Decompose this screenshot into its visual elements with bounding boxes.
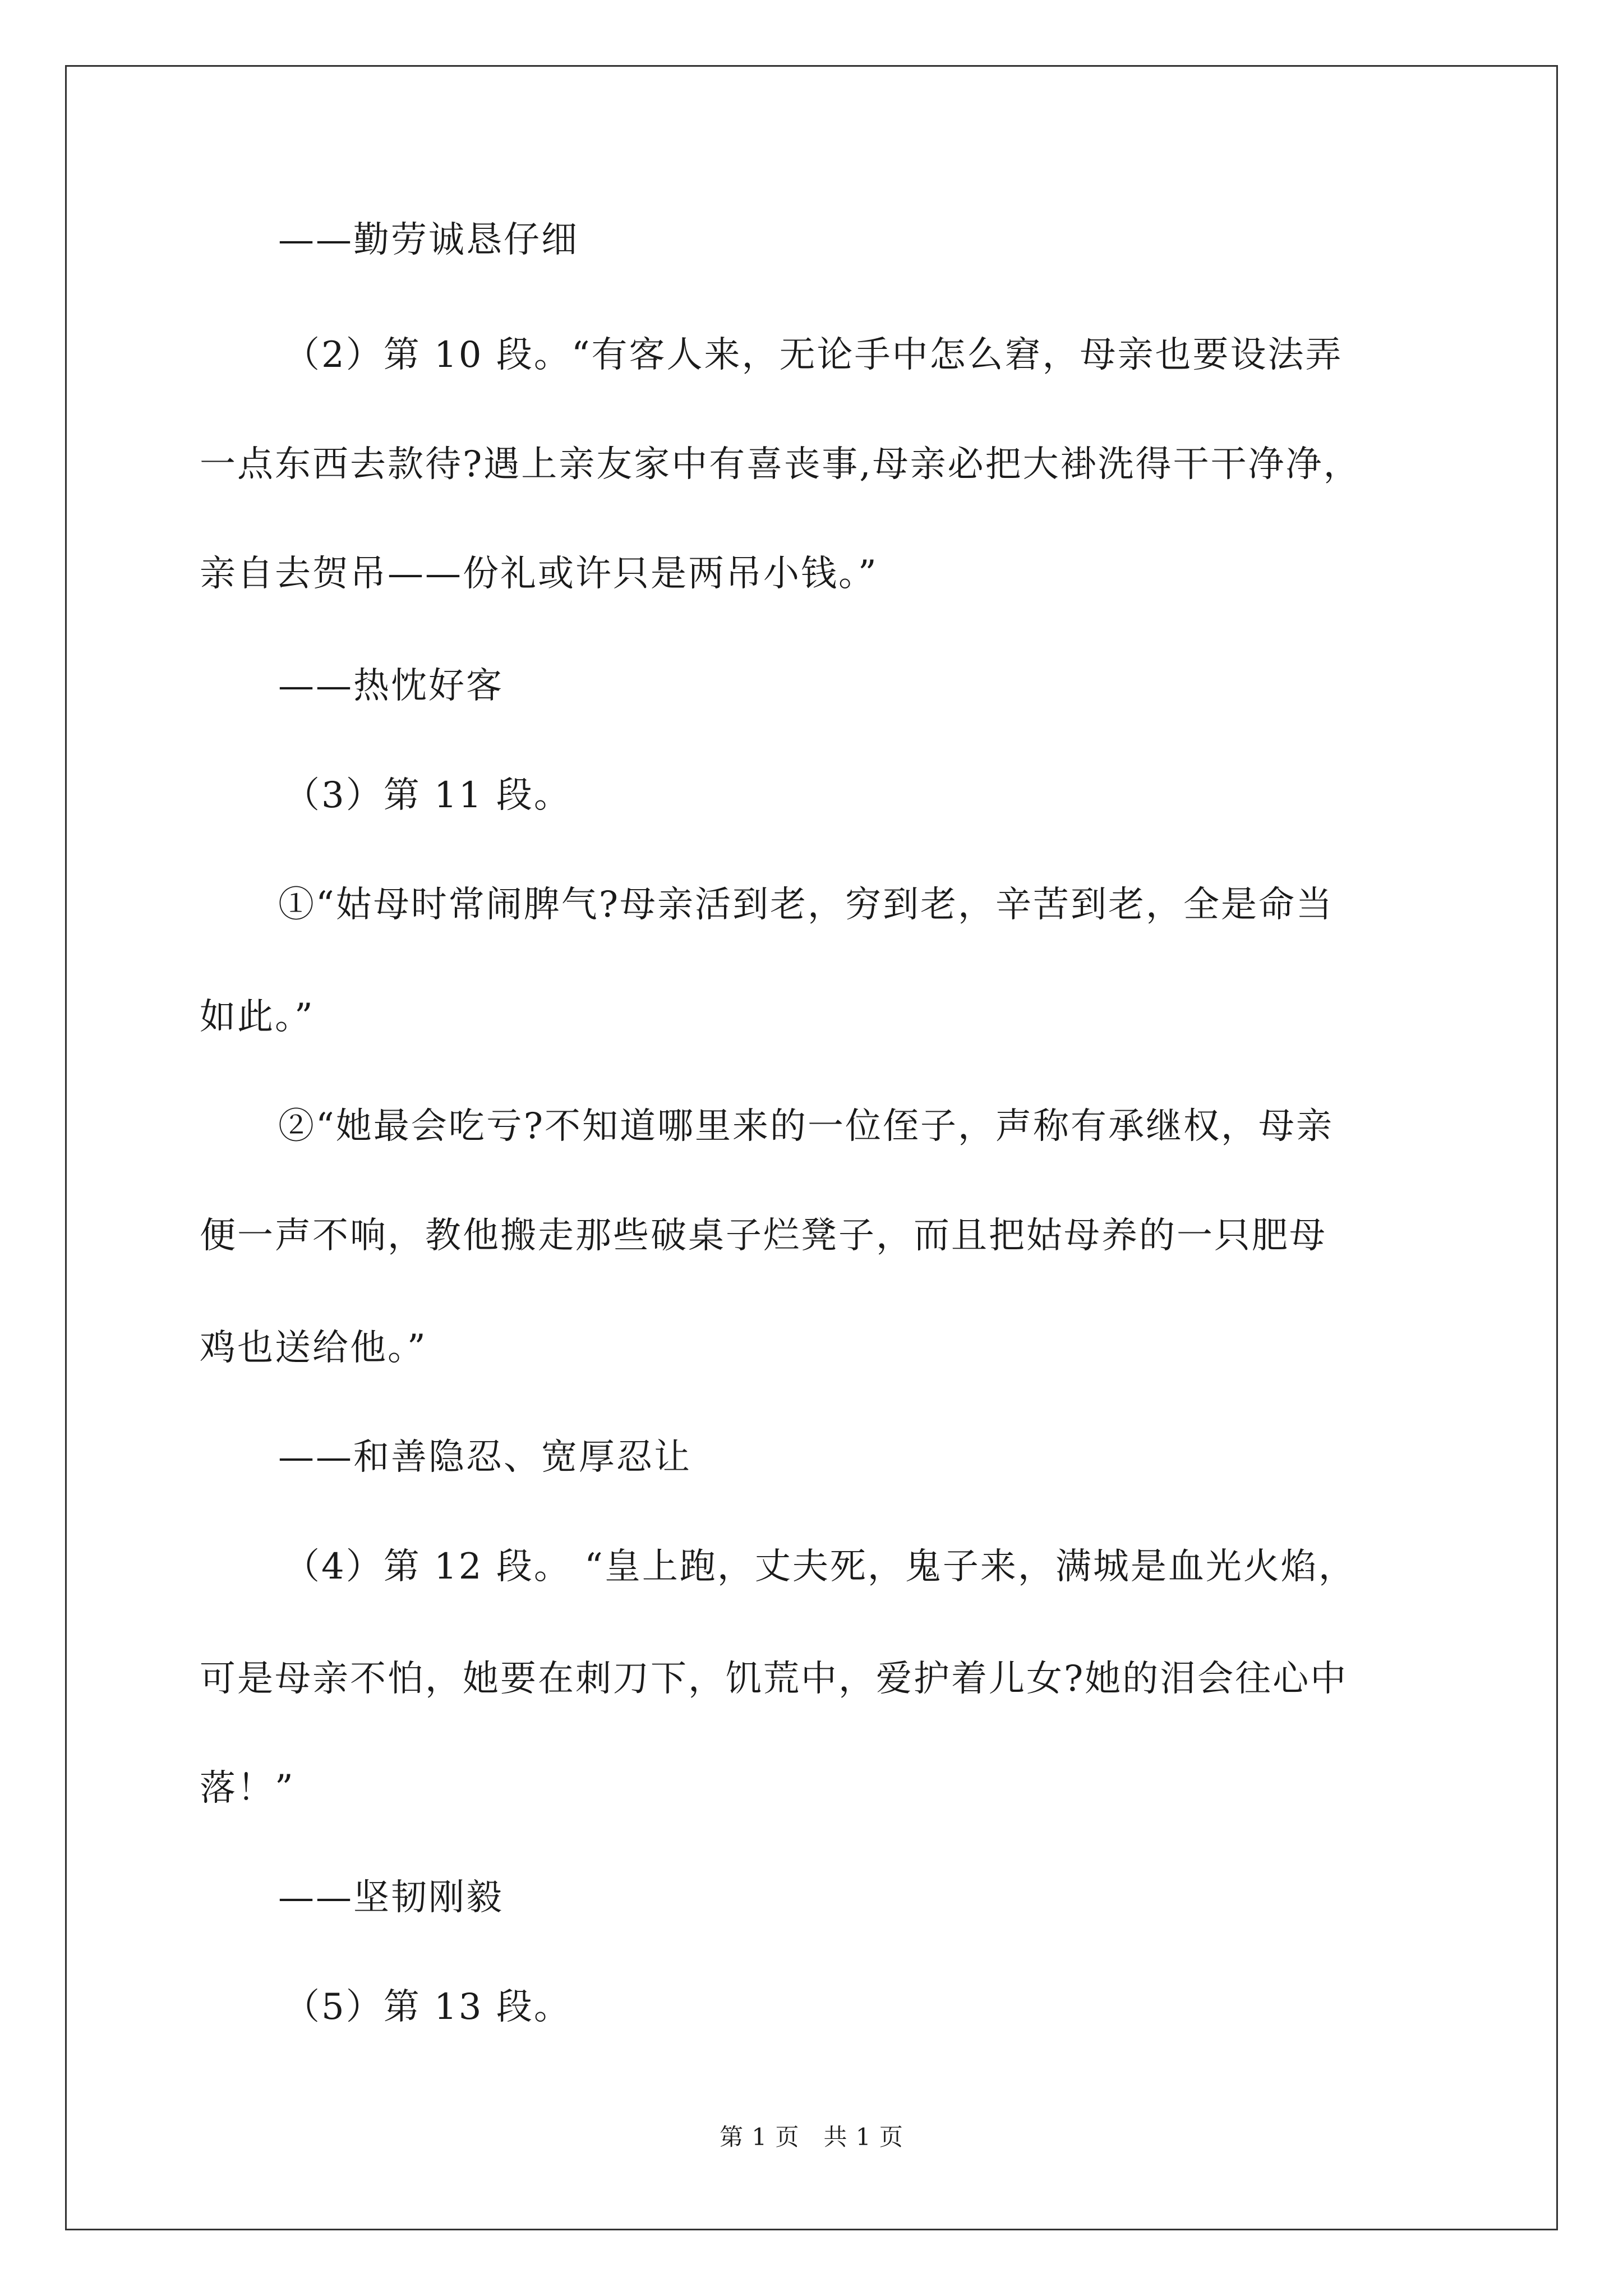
text-line-12: ——和善隐忍、宽厚忍让 bbox=[278, 1437, 691, 1478]
text-line-17: （5）第 13 段。 bbox=[284, 1986, 571, 2028]
text-line-10: 便一声不响，教他搬走那些破桌子烂凳子，而且把姑母养的一只肥母 bbox=[200, 1215, 1327, 1257]
text-line-4: 亲自去贺吊——份礼或许只是两吊小钱。” bbox=[200, 553, 878, 595]
text-line-7: ①“姑母时常闹脾气?母亲活到老，穷到老，辛苦到老，全是命当 bbox=[278, 884, 1334, 926]
text-line-3: 一点东西去款待?遇上亲友家中有喜丧事,母亲必把大褂洗得干干净净， bbox=[200, 444, 1361, 485]
page-footer: 第 1 页 共 1 页 bbox=[720, 2123, 903, 2151]
text-line-1: ——勤劳诚恳仔细 bbox=[278, 219, 579, 261]
text-line-15: 落！” bbox=[200, 1768, 295, 1809]
text-line-9: ②“她最会吃亏?不知道哪里来的一位侄子，声称有承继权，母亲 bbox=[278, 1106, 1334, 1147]
text-line-13: （4）第 12 段。 “皇上跑，丈夫死，鬼子来，满城是血光火焰， bbox=[284, 1546, 1356, 1588]
text-line-11: 鸡也送给他。” bbox=[200, 1327, 427, 1369]
text-line-2: （2）第 10 段。“有客人来，无论手中怎么窘，母亲也要设法弄 bbox=[284, 334, 1343, 376]
text-line-14: 可是母亲不怕，她要在刺刀下，饥荒中，爱护着儿女?她的泪会往心中 bbox=[200, 1658, 1348, 1700]
text-line-5: ——热忱好客 bbox=[278, 665, 504, 707]
text-line-16: ——坚韧刚毅 bbox=[278, 1877, 504, 1918]
text-line-8: 如此。” bbox=[200, 996, 315, 1038]
text-line-6: （3）第 11 段。 bbox=[284, 775, 571, 816]
